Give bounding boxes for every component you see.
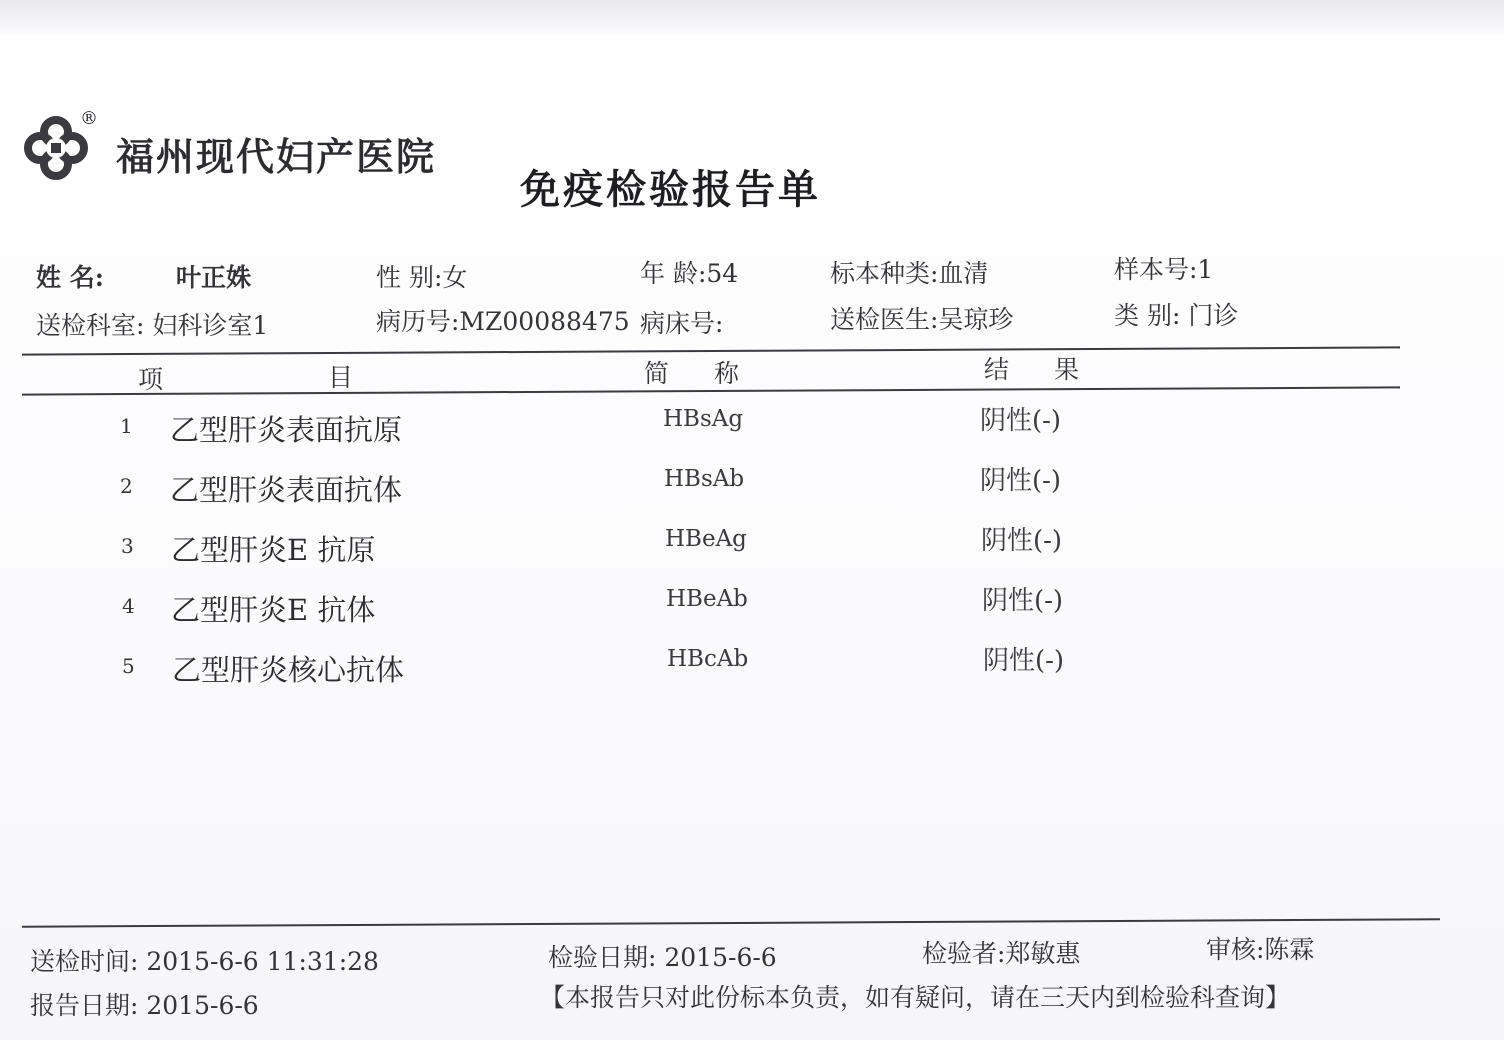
row-number: 2 <box>120 474 133 498</box>
test-result: 阴性(-) <box>981 526 1063 556</box>
report-title: 免疫检验报告单 <box>520 167 821 213</box>
patient-sex: 性 别:女 <box>376 263 468 292</box>
tester: 检验者:郑敏惠 <box>922 939 1081 968</box>
hospital-logo <box>20 108 450 182</box>
column-header-abbr-1: 简 <box>644 359 670 388</box>
test-date: 检验日期: 2015-6-6 <box>548 943 777 972</box>
test-item-name: 乙型肝炎表面抗体 <box>170 473 403 507</box>
column-header-item-1: 项 <box>138 365 164 394</box>
table-header-rule <box>22 386 1400 395</box>
row-number: 4 <box>122 594 135 618</box>
submit-time: 送检时间: 2015-6-6 11:31:28 <box>30 947 379 976</box>
footer-rule <box>22 918 1440 927</box>
test-result: 阴性(-) <box>983 646 1065 676</box>
patient-age: 年 龄:54 <box>640 259 739 288</box>
test-abbreviation: HBsAb <box>664 466 745 492</box>
bed-number: 病床号: <box>640 309 724 338</box>
submitting-doctor: 送检医生:吴琼珍 <box>830 305 1014 334</box>
patient-name-label: 姓 名: <box>36 263 104 292</box>
test-result: 阴性(-) <box>980 406 1062 436</box>
test-abbreviation: HBcAb <box>667 646 749 672</box>
hospital-name: 福州现代妇产医院 <box>116 134 437 179</box>
report-date: 报告日期: 2015-6-6 <box>30 991 259 1020</box>
sample-number: 样本号:1 <box>1114 255 1214 284</box>
visit-category: 类 别: 门诊 <box>1114 301 1239 330</box>
test-item-name: 乙型肝炎E 抗体 <box>171 593 376 627</box>
row-number: 1 <box>120 414 133 438</box>
reviewer: 审核:陈霖 <box>1206 935 1315 964</box>
test-item-name: 乙型肝炎表面抗原 <box>170 413 403 447</box>
test-abbreviation: HBsAg <box>663 406 744 432</box>
submitting-department: 送检科室: 妇科诊室1 <box>36 311 269 340</box>
row-number: 3 <box>121 534 134 558</box>
table-top-rule <box>22 346 1400 355</box>
test-abbreviation: HBeAg <box>665 526 747 552</box>
test-result: 阴性(-) <box>982 586 1064 616</box>
column-header-item-2: 目 <box>328 363 354 392</box>
column-header-result-2: 果 <box>1054 355 1080 384</box>
test-abbreviation: HBeAb <box>666 586 748 612</box>
test-item-name: 乙型肝炎核心抗体 <box>172 653 405 687</box>
row-number: 5 <box>122 654 135 678</box>
medical-record-number: 病历号:MZ00088475 <box>376 307 630 336</box>
test-result: 阴性(-) <box>980 466 1062 496</box>
specimen-type: 标本种类:血清 <box>830 259 989 288</box>
registered-mark: ® <box>80 108 98 129</box>
paper-top-edge <box>0 0 1504 36</box>
disclaimer: 【本报告只对此份标本负责，如有疑问，请在三天内到检验科查询】 <box>540 983 1291 1012</box>
column-header-result-1: 结 <box>984 355 1010 384</box>
patient-name: 叶正姝 <box>176 263 252 292</box>
test-item-name: 乙型肝炎E 抗原 <box>171 533 376 567</box>
column-header-abbr-2: 称 <box>714 359 740 388</box>
